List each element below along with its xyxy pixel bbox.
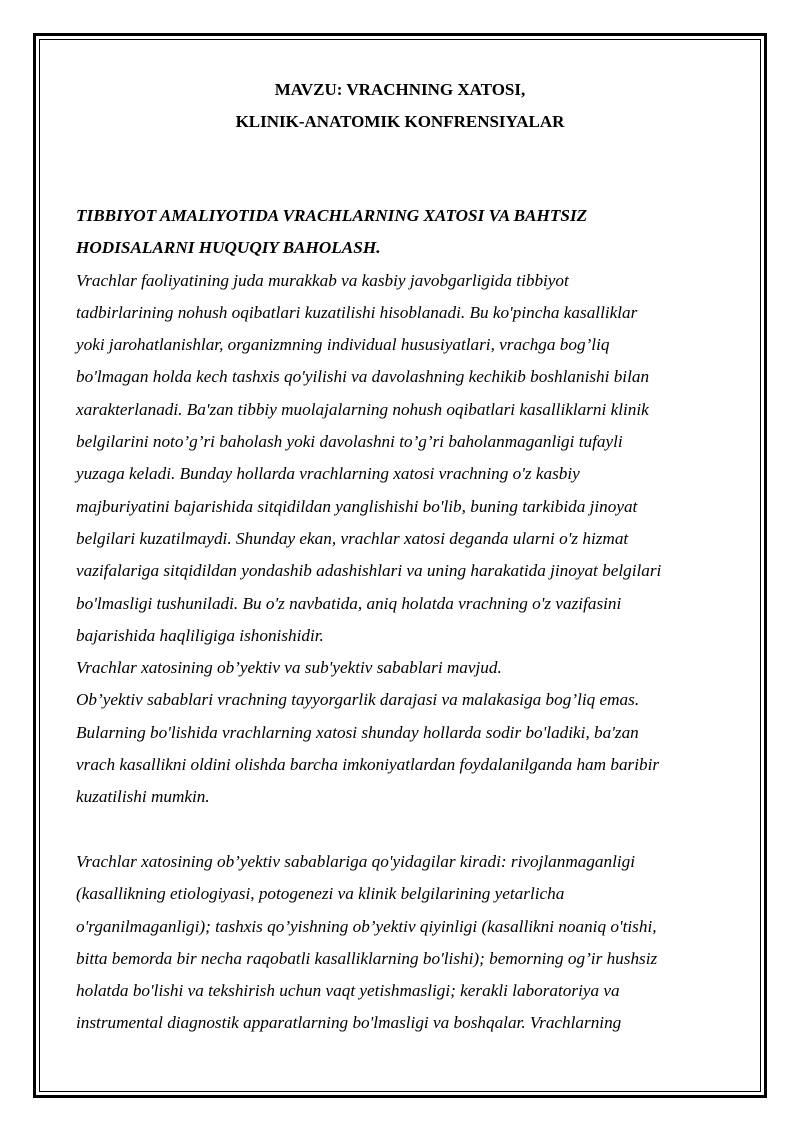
body-line: tadbirlarining nohush oqibatlari kuzatilishi hisoblanadi. Bu ko'pincha kasalliklar (76, 302, 638, 322)
title-line-1: MAVZU: VRACHNING XATOSI, (274, 80, 526, 99)
title-line-2: KLINIK-ANATOMIK KONFRENSIYALAR (235, 112, 565, 131)
body-line: Vrachlar xatosining ob’yektiv sabablariga qo'yidagilar kiradi: rivojlanmaganligi (76, 851, 636, 871)
body-line: yoki jarohatlanishlar, organizmning individual hususiyatlari, vrachga bog’liq (76, 335, 610, 355)
body-line: vazifalariga sitqidildan yondashib adashishlari va uning harakatida jinoyat belgilari (76, 561, 662, 581)
body-line: bo'lmagan holda kech tashxis qo'yilishi va davolashning kechikib boshlanishi bilan (76, 367, 650, 387)
body-line: Ob’yektiv sabablari vrachning tayyorgarlik darajasi va malakasiga bog’liq emas. (76, 690, 640, 710)
body-line: bo'lmasligi tushuniladi. Bu o'z navbatida, aniq holatda vrachning o'z vazifasini (76, 593, 622, 613)
body-line: belgilarini noto’g’ri baholash yoki davolashni to’g’ri baholanmaganligi tufayli (76, 432, 623, 452)
body-line: Vrachlar xatosining ob’yektiv va sub'yektiv sabablari mavjud. (76, 658, 502, 678)
body-line: o'rganilmaganligi); tashxis qo’yishning ob’yektiv qiyinligi (kasallikni noaniq o'tishi, (76, 916, 657, 936)
body-line: instrumental diagnostik apparatlarning bo'lmasligi va boshqalar. Vrachlarning (76, 1013, 622, 1033)
body-line: bajarishida haqliligiga ishonishidir. (76, 625, 324, 645)
blank-line (76, 814, 728, 846)
document-title (0, 74, 800, 138)
body-line: kuzatilishi mumkin. (76, 787, 210, 807)
body-line: holatda bo'lishi va tekshirish uchun vaqt yetishmasligi; kerakli laboratoriya va (76, 981, 620, 1001)
body-line: bitta bemorda bir necha raqobatli kasalliklarning bo'lishi); bemorning og’ir hushsiz (76, 948, 658, 968)
section-heading-line-1: TIBBIYOT AMALIYOTIDA VRACHLARNING XATOSI VA BAHTSIZ (76, 206, 588, 225)
document-body (76, 200, 728, 1040)
body-line: vrach kasallikni oldini olishda barcha imkoniyatlardan foydalanilganda ham baribir (76, 755, 660, 775)
body-line: Vrachlar faoliyatining juda murakkab va kasbiy javobgarligida tibbiyot (76, 270, 569, 290)
body-line: Bularning bo'lishida vrachlarning xatosi shunday hollarda sodir bo'ladiki, ba'zan (76, 722, 639, 742)
body-line: majburiyatini bajarishida sitqidildan yanglishishi bo'lib, buning tarkibida jinoyat (76, 496, 638, 516)
body-line: xarakterlanadi. Ba'zan tibbiy muolajalarning nohush oqibatlari kasalliklarni klinik (76, 399, 649, 419)
body-line: belgilari kuzatilmaydi. Shunday ekan, vrachlar xatosi deganda ularni o'z hizmat (76, 528, 629, 548)
body-text (76, 265, 728, 1040)
section-heading-line-2: HODISALARNI HUQUQIY BAHOLASH. (76, 238, 381, 258)
body-line: yuzaga keladi. Bunday hollarda vrachlarning xatosi vrachning o'z kasbiy (76, 464, 580, 484)
body-line: (kasallikning etiologiyasi, potogenezi va klinik belgilarining yetarlicha (76, 884, 565, 904)
